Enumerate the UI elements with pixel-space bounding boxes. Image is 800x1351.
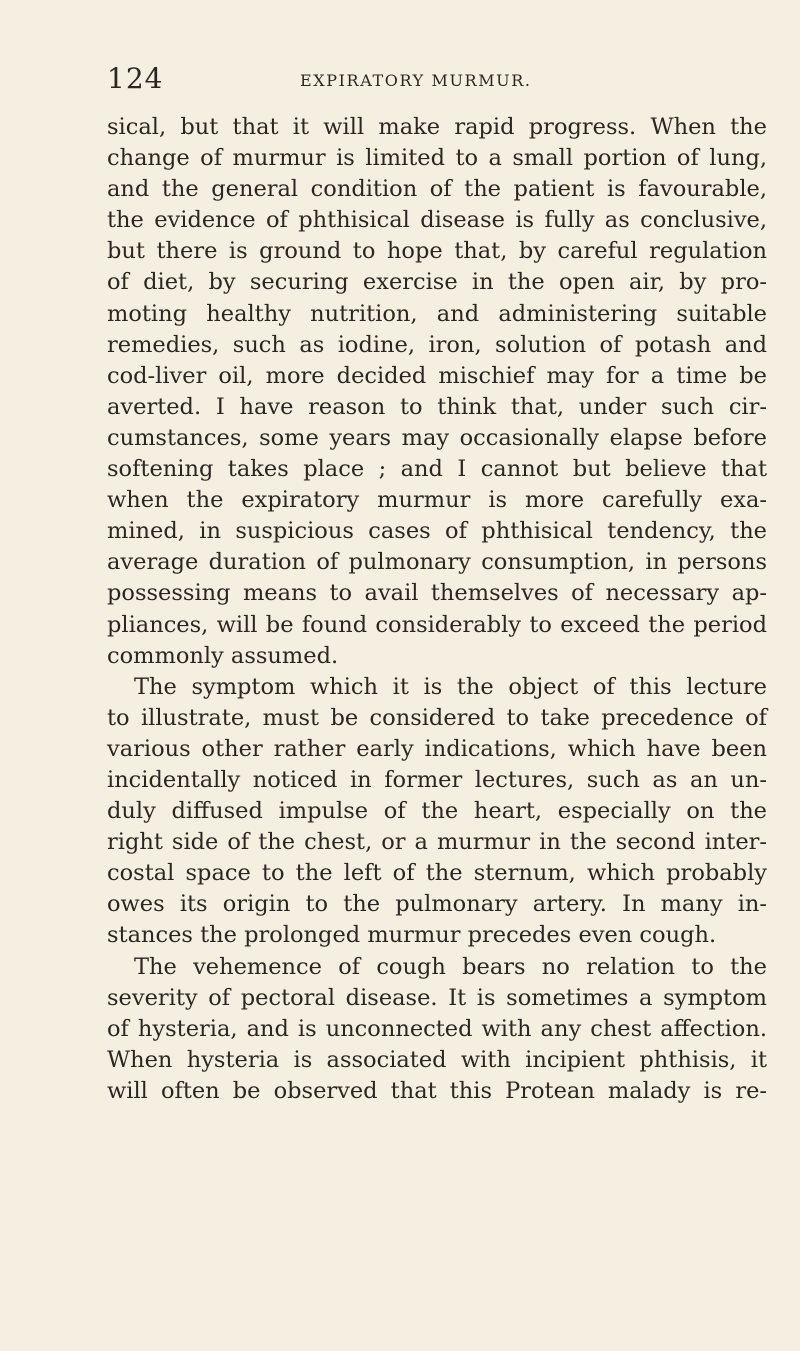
text-line: but there is ground to hope that, by careful regulation xyxy=(107,238,767,265)
text-line: stances the prolonged murmur precedes even cough. xyxy=(107,922,717,949)
text-line: of diet, by securing exercise in the open air, by pro- xyxy=(107,269,767,296)
text-line: mined, in suspicious cases of phthisical tendency, the xyxy=(107,518,767,545)
text-line: commonly assumed. xyxy=(107,642,339,669)
text-line: cod-liver oil, more decided mischief may for a time be xyxy=(107,362,767,389)
page-number: 124 xyxy=(107,62,164,95)
text-line: possessing means to avail themselves of necessary ap- xyxy=(107,580,767,607)
text-line: when the expiratory murmur is more carefully exa- xyxy=(107,487,767,514)
text-line: averted. I have reason to think that, under such cir- xyxy=(107,393,767,420)
body-text xyxy=(107,112,767,1107)
text-line: various other rather early indications, which have been xyxy=(107,735,767,762)
text-line: to illustrate, must be considered to take precedence of xyxy=(107,704,767,731)
text-line: incidentally noticed in former lectures, such as an un- xyxy=(107,766,767,793)
text-line: costal space to the left of the sternum, which probably xyxy=(107,860,767,887)
text-line: duly diffused impulse of the heart, especially on the xyxy=(107,798,767,825)
page-header xyxy=(0,64,800,94)
text-line: change of murmur is limited to a small portion of lung, xyxy=(107,145,767,172)
text-line: When hysteria is associated with incipient phthisis, it xyxy=(107,1046,767,1073)
text-line: of hysteria, and is unconnected with any chest affection. xyxy=(107,1015,767,1042)
text-line: the evidence of phthisical disease is fully as conclusive, xyxy=(107,207,767,234)
text-line: will often be observed that this Protean malady is re- xyxy=(107,1077,767,1104)
text-line: cumstances, some years may occasionally elapse before xyxy=(107,424,767,451)
text-line: average duration of pulmonary consumption, in persons xyxy=(107,549,767,576)
text-line: sical, but that it will make rapid progress. When the xyxy=(107,114,767,140)
running-head: EXPIRATORY MURMUR. xyxy=(300,71,532,90)
text-line: owes its origin to the pulmonary artery. In many in- xyxy=(107,891,767,918)
text-line: The symptom which it is the object of this lecture xyxy=(134,673,767,700)
text-line: pliances, will be found considerably to exceed the period xyxy=(107,611,767,638)
text-line: The vehemence of cough bears no relation to the xyxy=(134,953,767,980)
text-line: softening takes place ; and I cannot but believe that xyxy=(107,456,767,483)
text-line: moting healthy nutrition, and administering suitable xyxy=(107,300,767,327)
text-line: and the general condition of the patient is favourable, xyxy=(107,176,767,203)
text-line: severity of pectoral disease. It is sometimes a symptom xyxy=(107,984,767,1011)
text-line: remedies, such as iodine, iron, solution of potash and xyxy=(107,331,767,358)
text-line: right side of the chest, or a murmur in the second inter- xyxy=(107,829,767,856)
